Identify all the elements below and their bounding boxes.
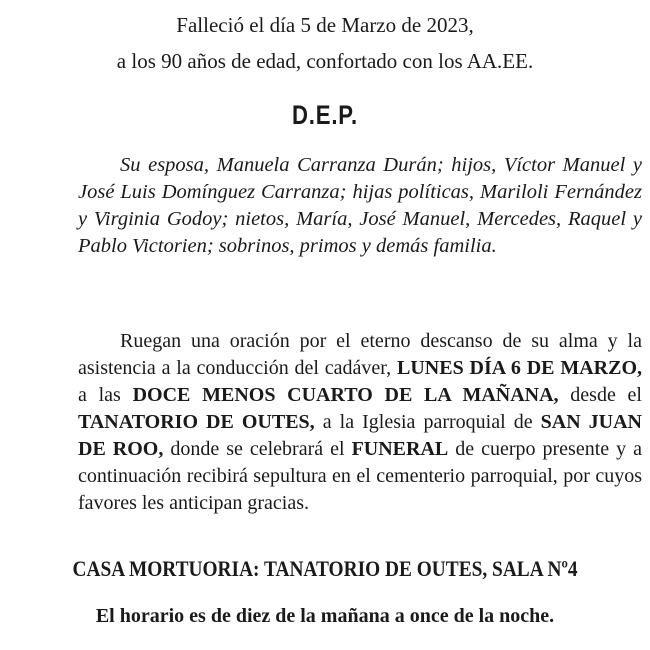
prayer-text: desde el [558,384,642,406]
prayer-text: a las [78,384,133,406]
prayer-text: Ruegan una oración por el eterno descanso de su alma y la asistencia a la conducción del cadáver, [78,330,642,379]
prayer-paragraph [78,328,642,517]
funeral-time: DOCE MENOS CUARTO DE LA MAÑANA, [132,384,559,406]
prayer-text: donde se celebrará el [163,438,352,460]
prayer-text: de cuerpo presente y a continuación recibirá sepultura en el cementerio parroquial, por cuyos favores les anticipan gracias. [78,438,643,514]
death-date-line: Falleció el día 5 de Marzo de 2023, [176,13,474,37]
departure-place: TANATORIO DE OUTES, [78,411,315,433]
prayer-text: a la Iglesia parroquial de [314,411,541,433]
funeral-word: FUNERAL [351,438,449,460]
age-line: a los 90 años de edad, confortado con los AA.EE. [116,49,534,73]
schedule-line: El horario es de diez de la mañana a once de la noche. [95,605,555,627]
mortuary-line: CASA MORTUORIA: TANATORIO DE OUTES, SALA Nº4 [72,556,578,581]
family-paragraph: Su esposa, Manuela Carranza Durán; hijos, Víctor Manuel y José Luis Domínguez Carranza; hijas políticas, Mariloli Fernández y Virginia Godoy; nietos, María, José Manuel, Mercedes, Raquel y Pablo Victorien; sobrinos, primos y demás familia. [78,154,642,257]
funeral-day: LUNES DÍA 6 DE MARZO, [397,357,642,379]
church-name: SAN JUAN DE ROO, [78,411,643,460]
rip-heading: D.E.P. [291,100,359,130]
